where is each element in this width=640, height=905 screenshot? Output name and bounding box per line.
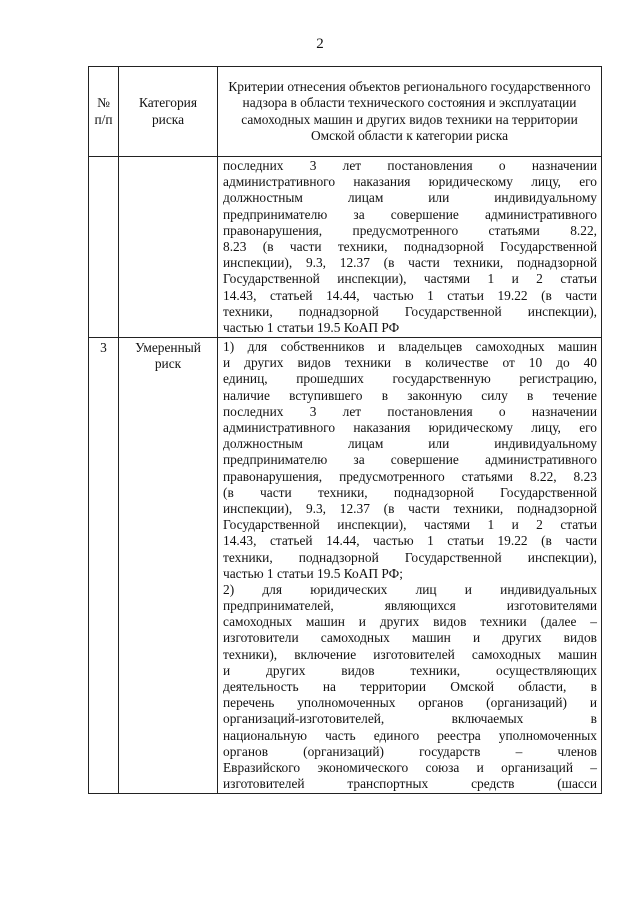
page-number: 2 — [316, 36, 324, 52]
text-line: изготовителей транспортных средств (шасси — [223, 776, 597, 792]
header-number: № п/п — [89, 67, 119, 157]
text-line: инспекции), 9.3, 12.37 (в части техники, поднадзорной — [223, 500, 597, 516]
text-line: правонарушения, предусмотренного статьями 8.22, — [223, 222, 597, 238]
text-line: должностным лицам или индивидуальному — [223, 190, 597, 206]
text-line: 1) для собственников и владельцев самоходных машин — [223, 339, 597, 355]
text-line: Евразийского экономического союза и организаций – — [223, 759, 597, 775]
text-line: наличие вступившего в законную силу в течение — [223, 387, 597, 403]
text-line: техники, поднадзорной Государственной инспекции), — [223, 549, 597, 565]
text-line: правонарушения, предусмотренного статьями 8.22, 8.23 — [223, 468, 597, 484]
text-line: должностным лицам или индивидуальному — [223, 436, 597, 452]
text-line: 2) для юридических лиц и индивидуальных — [223, 581, 597, 597]
text-line: изготовители самоходных машин и других видов — [223, 630, 597, 646]
text-line: самоходных машин и других видов техники (далее – — [223, 614, 597, 630]
text-line: частью 1 статьи 19.5 КоАП РФ — [223, 319, 400, 335]
text-line: техники), включение изготовителей самоходных машин — [223, 646, 597, 662]
table-row-continued — [89, 157, 602, 338]
text-line: единиц, прошедших государственную регистрацию, — [223, 371, 597, 387]
text-line: и других видов техники, осуществляющих — [223, 662, 597, 678]
text-line: Государственной инспекции), частями 1 и 2 статьи — [223, 271, 597, 287]
text-line: и других видов техники в количестве от 10 до 40 — [223, 355, 597, 371]
text-line: последних 3 лет постановления о назначении — [223, 403, 597, 419]
text-line: 14.43, статьей 14.44, частью 1 статьи 19.22 (в части — [223, 533, 597, 549]
criteria-text — [223, 339, 597, 792]
table-header-row — [89, 67, 602, 157]
cell-number-empty — [89, 157, 119, 338]
text-line: административного наказания юридическому лицу, его — [223, 174, 597, 190]
text-line: (в части техники, поднадзорной Государственной — [223, 484, 597, 500]
text-line: предпринимателей, являющихся изготовителями — [223, 598, 597, 614]
text-line: инспекции), 9.3, 12.37 (в части техники, поднадзорной — [223, 255, 597, 271]
text-line: техники, поднадзорной Государственной инспекции), — [223, 303, 597, 319]
text-line: административного наказания юридическому лицу, его — [223, 420, 597, 435]
text-line: Государственной инспекции), частями 1 и 2 статьи — [223, 517, 597, 533]
risk-criteria-table — [88, 66, 602, 794]
text-line: национальную часть единого реестра уполномоченных — [223, 727, 597, 743]
cell-category-empty — [119, 157, 218, 338]
criteria-text — [223, 158, 597, 336]
text-line: органов (организаций) государств – членов — [223, 743, 597, 759]
cell-number: 3 — [89, 338, 119, 794]
text-line: 14.43, статьей 14.44, частью 1 статьи 19.22 (в части — [223, 287, 597, 303]
cell-category: Умеренный риск — [119, 338, 218, 794]
text-line: перечень уполномоченных органов (организаций) и — [223, 695, 597, 711]
text-line: частью 1 статьи 19.5 КоАП РФ; — [223, 565, 403, 581]
text-line: организаций-изготовителей, включаемых в — [223, 711, 597, 727]
text-line: предпринимателю за совершение административного — [223, 452, 597, 468]
text-line: последних 3 лет постановления о назначении — [223, 158, 597, 173]
header-criteria: Критерии отнесения объектов регионального государственного надзора в области технического состояния и эксплуатации самоходных машин и других видов техники на территории Омской области к категории риска — [218, 67, 602, 157]
text-line: предпринимателю за совершение административного — [223, 206, 597, 222]
table-row-3 — [89, 338, 602, 794]
cell-criteria — [218, 338, 602, 794]
text-line: деятельность на территории Омской области, в — [223, 679, 597, 694]
text-line: 8.23 (в части техники, поднадзорной Государственной — [223, 238, 597, 254]
header-category: Категория риска — [119, 67, 218, 157]
cell-criteria-continued — [218, 157, 602, 338]
